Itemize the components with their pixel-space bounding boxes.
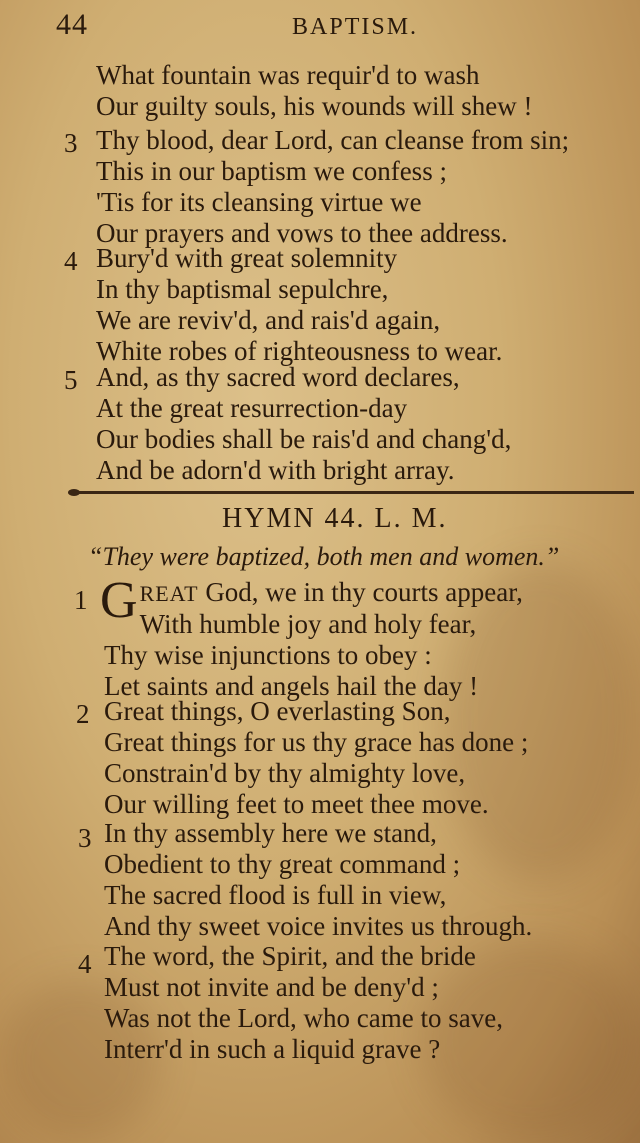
stanza-number: 1 xyxy=(74,585,88,615)
stanza-4 xyxy=(64,243,624,367)
page-number: 44 xyxy=(56,8,88,41)
verse-line: We are reviv'd, and rais'd again, xyxy=(96,305,441,335)
hymn-title: HYMN 44. L. M. xyxy=(222,503,448,534)
hymn-stanza-2 xyxy=(64,696,624,820)
stanza-number: 2 xyxy=(76,699,90,729)
verse-line: In thy assembly here we stand, xyxy=(104,818,437,848)
verse-line: What fountain was requir'd to wash xyxy=(96,60,480,90)
verse-line: Obedient to thy great command ; xyxy=(104,849,461,879)
section-divider xyxy=(72,491,634,494)
verse-line: And be adorn'd with bright array. xyxy=(96,455,455,485)
stanza-continuation xyxy=(64,60,624,122)
verse-line: Our willing feet to meet thee move. xyxy=(104,789,489,819)
verse-line: White robes of righteousness to wear. xyxy=(96,336,503,366)
stanza-number: 5 xyxy=(64,365,78,395)
first-line-block xyxy=(64,572,624,640)
verse-line: Must not invite and be deny'd ; xyxy=(104,972,439,1002)
stanza-3 xyxy=(64,125,624,249)
verse-line: In thy baptismal sepulchre, xyxy=(96,274,389,304)
running-head: BAPTISM. xyxy=(292,14,419,40)
verse-line: Great things, O everlasting Son, xyxy=(104,696,451,726)
hymn-epigraph: “They were baptized, both men and women.” xyxy=(88,542,560,571)
verse-line: Constrain'd by thy almighty love, xyxy=(104,758,466,788)
verse-line: This in our baptism we confess ; xyxy=(96,156,447,186)
verse-line: With humble joy and holy fear, xyxy=(139,609,477,639)
verse-line: Thy wise injunctions to obey : xyxy=(104,640,432,670)
stanza-number: 3 xyxy=(78,823,92,853)
stanza-number: 4 xyxy=(78,949,92,979)
hymn-stanza-1 xyxy=(64,572,624,702)
verse-line: Was not the Lord, who came to save, xyxy=(104,1003,503,1033)
verse-line: Bury'd with great solemnity xyxy=(96,243,398,273)
hymn-stanza-3 xyxy=(64,818,624,942)
verse-line: Interr'd in such a liquid grave ? xyxy=(104,1034,441,1064)
verse-line: Thy blood, dear Lord, can cleanse from sin; xyxy=(96,125,570,155)
first-word-caps: REAT xyxy=(139,581,199,606)
verse-line: The word, the Spirit, and the bride xyxy=(104,941,476,971)
first-line-rest: God, we in thy courts appear, xyxy=(198,577,523,607)
verse-line: Our prayers and vows to thee address. xyxy=(96,218,508,248)
page-header xyxy=(56,8,576,48)
verse-line: And thy sweet voice invites us through. xyxy=(104,911,533,941)
verse-line: The sacred flood is full in view, xyxy=(104,880,447,910)
verse-line: Our guilty souls, his wounds will shew ! xyxy=(96,91,533,121)
stanza-number: 4 xyxy=(64,246,78,276)
stanza-number: 3 xyxy=(64,128,78,158)
hymn-stanza-4 xyxy=(64,941,624,1065)
stanza-5 xyxy=(64,362,624,486)
verse-line: At the great resurrection-day xyxy=(96,393,408,423)
verse-line: Great things for us thy grace has done ; xyxy=(104,727,529,757)
drop-cap: G xyxy=(100,572,138,629)
verse-line: And, as thy sacred word declares, xyxy=(96,362,460,392)
verse-line: 'Tis for its cleansing virtue we xyxy=(96,187,422,217)
verse-line: Our bodies shall be rais'd and chang'd, xyxy=(96,424,512,454)
verse-line: Let saints and angels hail the day ! xyxy=(104,671,479,701)
